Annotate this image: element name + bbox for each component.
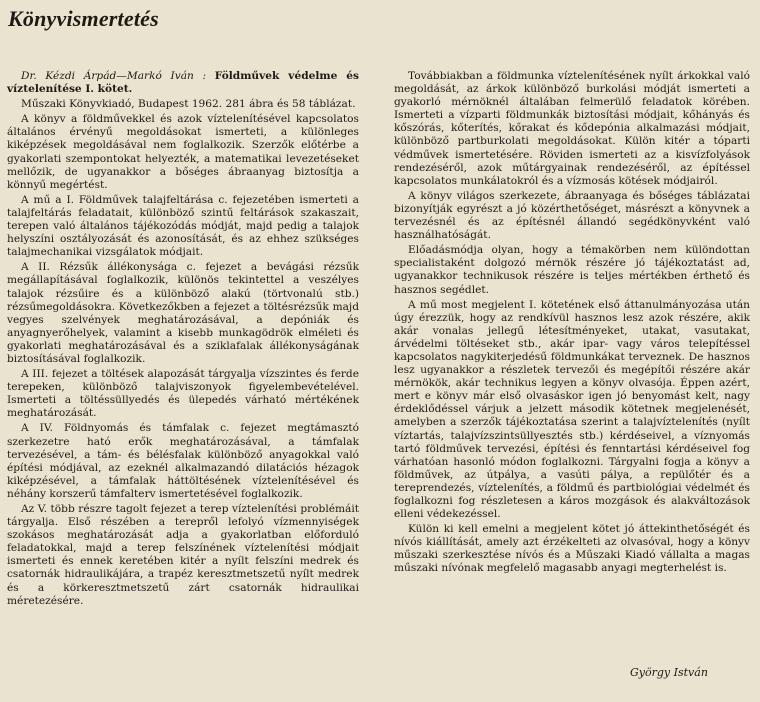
book-publisher: Műszaki Könyvkiadó, Budapest 1962. 281 ábra és 58 táblázat.	[21, 98, 356, 111]
review-paragraph: Az V. több részre tagolt fejezet a terep víztelenítési problémáit tárgyalja. Első részében a terepről lefolyó vízmennyiségek szokásos meghatározását adja a gyakorlatban előforduló feladatokkal, majd a terep felszínének víztelenítési módjait ismerteti és ennek keretében kitér a nyílt felszíni medrek és csatornák hidraulikájára, a trapéz keresztmetszetű nyílt medrek és a körkeresztmetszetű zárt csatornák hidraulikai méretezésére.	[7, 503, 359, 607]
review-paragraph: A IV. Földnyomás és támfalak c. fejezet megtámasztó szerkezetre ható erők meghatározásával, a támfalak tervezésével, a tám- és bélésfalak különböző anyagokkal való építési módjával, az ezeknél alkalmazandó dilatációs hézagok kiképzésével, a támfalak háttöltésének víztelenítésével és néhány korszerű támfalterv ismertetésével foglalkozik.	[7, 422, 359, 500]
left-column	[7, 70, 359, 608]
review-paragraph: Előadásmódja olyan, hogy a témakörben nem különdottan specialistaként dolgozó mérnök részére jó tájékoztatást ad, ugyanakkor technikusok részére is teljes mértékben érthető és hasznos segédlet.	[394, 244, 750, 296]
review-paragraph: Külön ki kell emelni a megjelent kötet jó áttekinthetőségét és nívós kiállítását, amely azt érzékelteti az olvasóval, hogy a könyv műszaki szerkesztése nívós és a Műszaki Kiadó vállalta a magas műszaki nívónak megfelelő magasabb anyagi megterhelést is.	[394, 523, 750, 575]
section-title: Könyvismertetés	[8, 6, 159, 31]
review-paragraph: A könyv a földművekkel és azok víztelenítésével kapcsolatos általános érvényű megoldásokat ismerteti, a különleges kiképzések megoldásával nem foglalkozik. Szerzők előtérbe a gyakorlati szempontokat helyezték, a matematikai levezetéseket mellőzik, de ugyanakkor a bőséges ábraanyag biztosítja a könnyű megértést.	[7, 113, 359, 191]
review-paragraph: A III. fejezet a töltések alapozását tárgyalja vízszintes és ferde terepeken, különböző talajviszonyok figyelembevételével. Ismerteti a töltéssüllyedés és ülepedés várható mértékének meghatározását.	[7, 368, 359, 420]
review-paragraph: A mű a I. Földművek talajfeltárása c. fejezetében ismerteti a talajfeltárás feladatait, különböző szintű feltárások szakaszait, terepen való általános tájékozódás módját, majd pedig a talajok helyszíni osztályozását és azonosítását, és az ehhez szükséges talajmechanikai vizsgálatok módjait.	[7, 193, 359, 259]
review-paragraph: Továbbiakban a földmunka víztelenítésének nyílt árkokkal való megoldását, az árkok különböző burkolási módját ismerteti a gyakorló mérnöknél általában felmerülő feladatok körében. Ismerteti a vízparti földmunkák biztosítási módjait, kőhányás és kőszórás, kőterítés, kőrakat és kődepónia alkalmazási módjait, különböző partburkolati megoldásokat. Külön kitér a tóparti védművek ismertetésére. Röviden ismerteti az a kisvízfolyások rendezéséről, azok műtárgyainak rendezéséről, az építéssel kapcsolatos munkálatokról és a vízmosás kötések módjairól.	[394, 70, 750, 187]
review-paragraph: A II. Rézsűk állékonysága c. fejezet a bevágási rézsűk megállapításával foglalkozik, különös tekintettel a veszélyes talajok rézsűire és a különböző alakú (törtvonalú stb.) rézsűmegoldásokra. Következőkben a fejezet a töltésrézsűk majd vegyes szelvények meghatározásával, a depóniák és anyagnyerőhelyek, valamint a kisebb munkagödrök elméleti és gyakorlati meghatározásával és a sziklafalak állékonyságának biztosításával foglalkozik.	[7, 261, 359, 365]
reviewer-signature: György István	[630, 666, 708, 679]
book-citation	[7, 70, 359, 96]
review-paragraph: A könyv világos szerkezete, ábraanyaga és bőséges táblázatai bizonyítják egyrészt a jó közérthetőséget, másrészt a könyvnek a tervezésnél és az építésnél állandó segédkönyvként való használhatóságát.	[394, 189, 750, 242]
review-paragraph: A mű most megjelent I. kötetének első áttanulmányozása után úgy érezzük, hogy az rendkívül hasznos lesz azok részére, akik akár vonalas jellegű létesítményeket, utakat, vasutakat, árvédelmi töltéseket stb., akár ipar- vagy város telepítéssel kapcsolatos nagykiterjedésű földmunkákat terveznek. De hasznos lesz ugyanakkor a részletek tervezői és megépítői részére akár mérnökök, akár technikus legyen a könyv olvasója. Éppen azért, mert e könyv már első olvasáskor igen jó benyomást kelt, nagy érdeklődéssel várjuk a jelzett második kötetnek megjelenését, amelyben a szerzők tájékoztatása szerint a talajvíztelenítés (nyílt víztartás, talajvízszintsüllyesztés stb.) kérdéseivel, a víznyomás tartó földművek tervezési, építési és fenntartási kérdéseivel fog várhatóan hasonló módon foglalkozni. Tárgyalni fogja a könyv a földművek, az útpálya, a vasúti pálya, a repülőtér és a tereprendezés, víztelenítés, a földmű és partbiológiai védelmét és foglalkozni fog részletesen a káros mozgások és alakváltozások elleni védekezéssel.	[394, 298, 750, 521]
book-title: Földművek védelme és víztelenítése I. kötet.	[7, 70, 359, 96]
right-column	[394, 70, 750, 576]
book-authors: Dr. Kézdi Árpád—Markó Iván :	[21, 70, 207, 82]
